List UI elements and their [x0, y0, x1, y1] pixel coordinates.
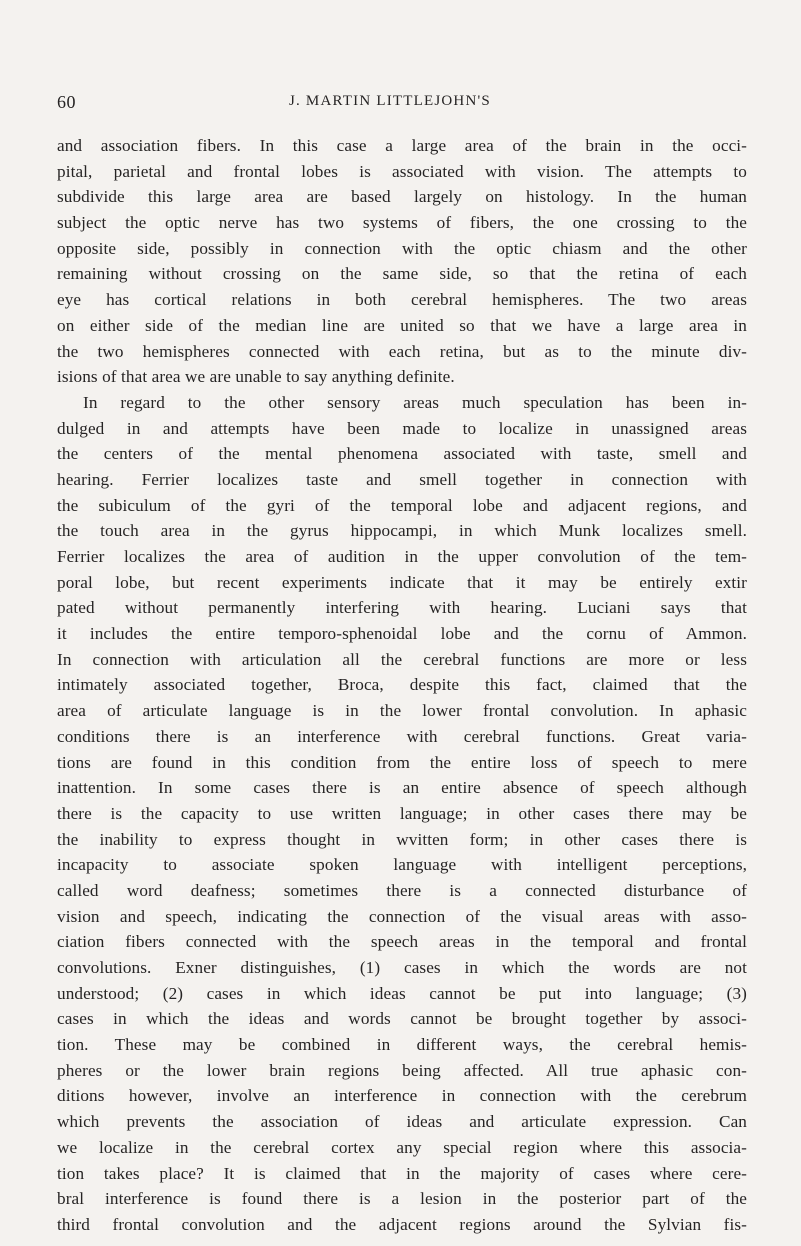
text-line: we localize in the cerebral cortex any special region where this associa-: [57, 1137, 747, 1157]
body-text: [57, 133, 747, 1238]
text-line: on either side of the median line are united so that we have a large area in: [57, 315, 747, 335]
text-line: pated without permanently interfering with hearing. Luciani says that: [57, 598, 747, 618]
running-head: [57, 92, 747, 118]
text-line: cases in which the ideas and words cannot be brought together by associ-: [57, 1009, 747, 1029]
text-line: incapacity to associate spoken language with intelligent perceptions,: [57, 855, 747, 875]
text-line: inattention. In some cases there is an entire absence of speech although: [57, 778, 747, 798]
text-line: opposite side, possibly in connection with the optic chiasm and the other: [57, 238, 747, 258]
page-number: 60: [57, 92, 76, 112]
text-line: tions are found in this condition from the entire loss of speech to mere: [57, 752, 747, 772]
text-line: the subiculum of the gyri of the temporal lobe and adjacent regions, and: [57, 495, 747, 515]
text-line: pital, parietal and frontal lobes is associated with vision. The attempts to: [57, 161, 747, 181]
text-line: tion takes place? It is claimed that in the majority of cases where cere-: [57, 1163, 747, 1183]
text-line: the inability to express thought in wvitten form; in other cases there is: [57, 829, 747, 849]
text-line: dulged in and attempts have been made to localize in unassigned areas: [57, 418, 747, 438]
text-line: In connection with articulation all the cerebral functions are more or less: [57, 649, 747, 669]
text-line: understood; (2) cases in which ideas cannot be put into language; (3): [57, 983, 747, 1003]
running-title: J. MARTIN LITTLEJOHN'S: [289, 93, 491, 109]
text-line: vision and speech, indicating the connection of the visual areas with asso-: [57, 906, 747, 926]
text-line: pheres or the lower brain regions being affected. All true aphasic con-: [57, 1060, 747, 1080]
text-line: remaining without crossing on the same side, so that the retina of each: [57, 264, 747, 284]
text-line: and association fibers. In this case a large area of the brain in the occi-: [57, 136, 747, 155]
text-line: called word deafness; sometimes there is a connected disturbance of: [57, 880, 747, 900]
text-line: the two hemispheres connected with each retina, but as to the minute div-: [57, 341, 747, 361]
text-line: which prevents the association of ideas and articulate expression. Can: [57, 1112, 747, 1132]
text-line: tion. These may be combined in different ways, the cerebral hemis-: [57, 1035, 747, 1055]
text-line: area of articulate language is in the lower frontal convolution. In aphasic: [57, 701, 747, 721]
text-line: convolutions. Exner distinguishes, (1) cases in which the words are not: [57, 958, 747, 977]
text-line: the touch area in the gyrus hippocampi, in which Munk localizes smell.: [57, 521, 747, 541]
text-line: subject the optic nerve has two systems of fibers, the one crossing to the: [57, 213, 747, 233]
text-line: third frontal convolution and the adjacent regions around the Sylvian fis-: [57, 1214, 747, 1234]
text-line: bral interference is found there is a lesion in the posterior part of the: [57, 1189, 747, 1209]
text-line: Ferrier localizes the area of audition in the upper convolution of the tem-: [57, 547, 747, 566]
text-line: subdivide this large area are based largely on histology. In the human: [57, 187, 747, 207]
text-line: there is the capacity to use written language; in other cases there may be: [57, 803, 747, 823]
text-line: In regard to the other sensory areas much speculation has been in-: [83, 392, 747, 412]
text-line: ciation fibers connected with the speech areas in the temporal and frontal: [57, 932, 747, 952]
text-line: intimately associated together, Broca, despite this fact, claimed that the: [57, 675, 747, 695]
text-line: it includes the entire temporo-sphenoidal lobe and the cornu of Ammon.: [57, 624, 747, 644]
text-line: hearing. Ferrier localizes taste and smell together in connection with: [57, 469, 747, 489]
text-line: poral lobe, but recent experiments indicate that it may be entirely extir: [57, 572, 747, 592]
text-line: eye has cortical relations in both cerebral hemispheres. The two areas: [57, 290, 747, 310]
text-line: conditions there is an interference with cerebral functions. Great varia-: [57, 726, 747, 746]
text-line: ditions however, involve an interference in connection with the cerebrum: [57, 1086, 747, 1106]
text-line: the centers of the mental phenomena associated with taste, smell and: [57, 444, 747, 464]
text-line: isions of that area we are unable to say anything definite.: [57, 367, 455, 387]
